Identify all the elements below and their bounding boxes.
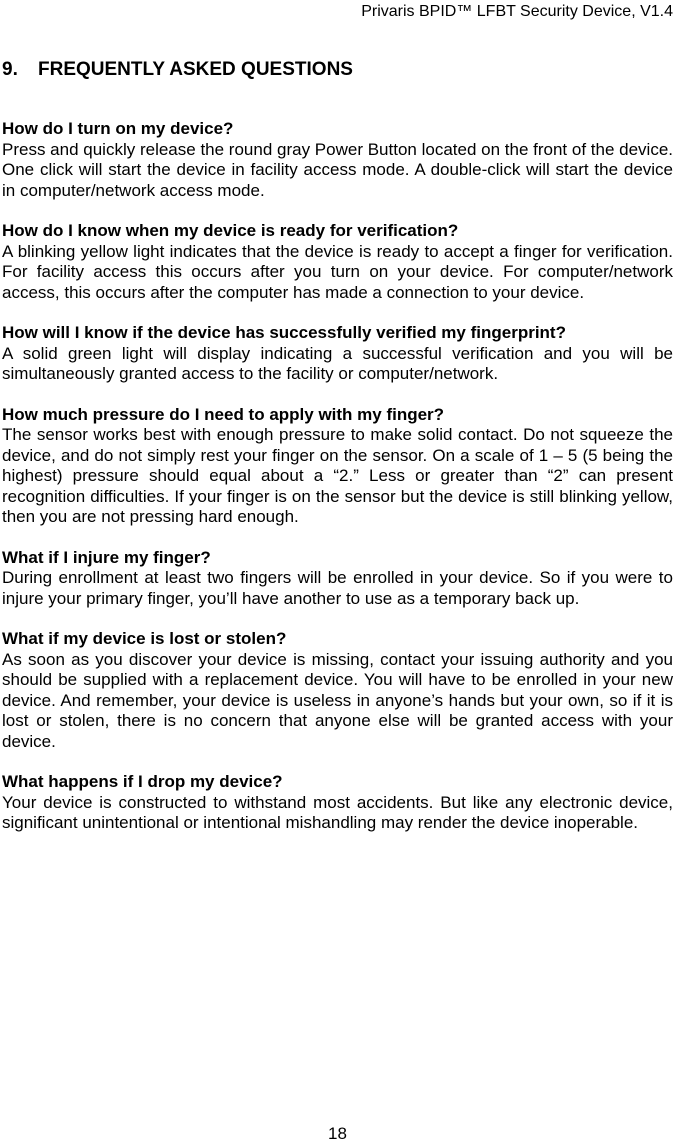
faq-answer: A solid green light will display indicating a successful verification and you will be simultaneously granted access to the facility or computer/network. xyxy=(2,343,673,383)
faq-answer: As soon as you discover your device is missing, contact your issuing authority and you should be supplied with a replacement device. You will have to be enrolled in your new device. And remember, your device is useless in anyone’s hands but your own, so if it is lost or stolen, there is no concern that anyone else will be granted access with your device. xyxy=(2,649,673,751)
faq-list xyxy=(2,119,673,854)
faq-item-ready-for-verification xyxy=(2,221,673,303)
faq-question: What if my device is lost or stolen? xyxy=(2,629,287,648)
faq-item-lost-or-stolen xyxy=(2,629,673,752)
faq-item-verified-fingerprint xyxy=(2,323,673,385)
faq-question: How much pressure do I need to apply with my finger? xyxy=(2,404,445,424)
faq-question: How do I know when my device is ready for verification? xyxy=(2,221,459,240)
faq-answer: Your device is constructed to withstand most accidents. But like any electronic device, significant unintentional or intentional mishandling may render the device inoperable. xyxy=(2,792,673,832)
faq-item-dropped-device xyxy=(2,772,673,834)
faq-question: How will I know if the device has successfully verified my fingerprint? xyxy=(2,323,566,342)
section-title xyxy=(2,58,353,82)
faq-answer: The sensor works best with enough pressure to make solid contact. Do not squeeze the device, and do not simply rest your finger on the sensor. On a scale of 1 – 5 (5 being the highest) pressure should equal about a “2.” Less or greater than “2” can present recognition difficulties. If your finger is on the sensor but the device is still blinking yellow, then you are not pressing hard enough. xyxy=(2,425,673,526)
faq-item-turn-on xyxy=(2,119,673,201)
faq-question: What happens if I drop my device? xyxy=(2,772,283,791)
faq-item-finger-pressure xyxy=(2,405,673,528)
faq-answer: During enrollment at least two fingers will be enrolled in your device. So if you were to injure your primary finger, you’ll have another to use as a temporary back up. xyxy=(2,568,673,608)
faq-item-injured-finger xyxy=(2,548,673,610)
faq-question: What if I injure my finger? xyxy=(2,547,211,567)
page-number: 18 xyxy=(328,1124,347,1143)
faq-answer: Press and quickly release the round gray Power Button located on the front of the device. One click will start the device in facility access mode. A double-click will start the device in computer/network access mode. xyxy=(2,139,673,200)
section-number: 9. xyxy=(2,59,18,80)
faq-answer: A blinking yellow light indicates that the device is ready to accept a finger for verification. For facility access this occurs after you turn on your device. For computer/network access, this occurs after the computer has made a connection to your device. xyxy=(2,241,673,302)
faq-question: How do I turn on my device? xyxy=(2,119,234,138)
section-title-text: FREQUENTLY ASKED QUESTIONS xyxy=(38,59,353,80)
running-header: Privaris BPID™ LFBT Security Device, V1.4 xyxy=(361,3,673,20)
